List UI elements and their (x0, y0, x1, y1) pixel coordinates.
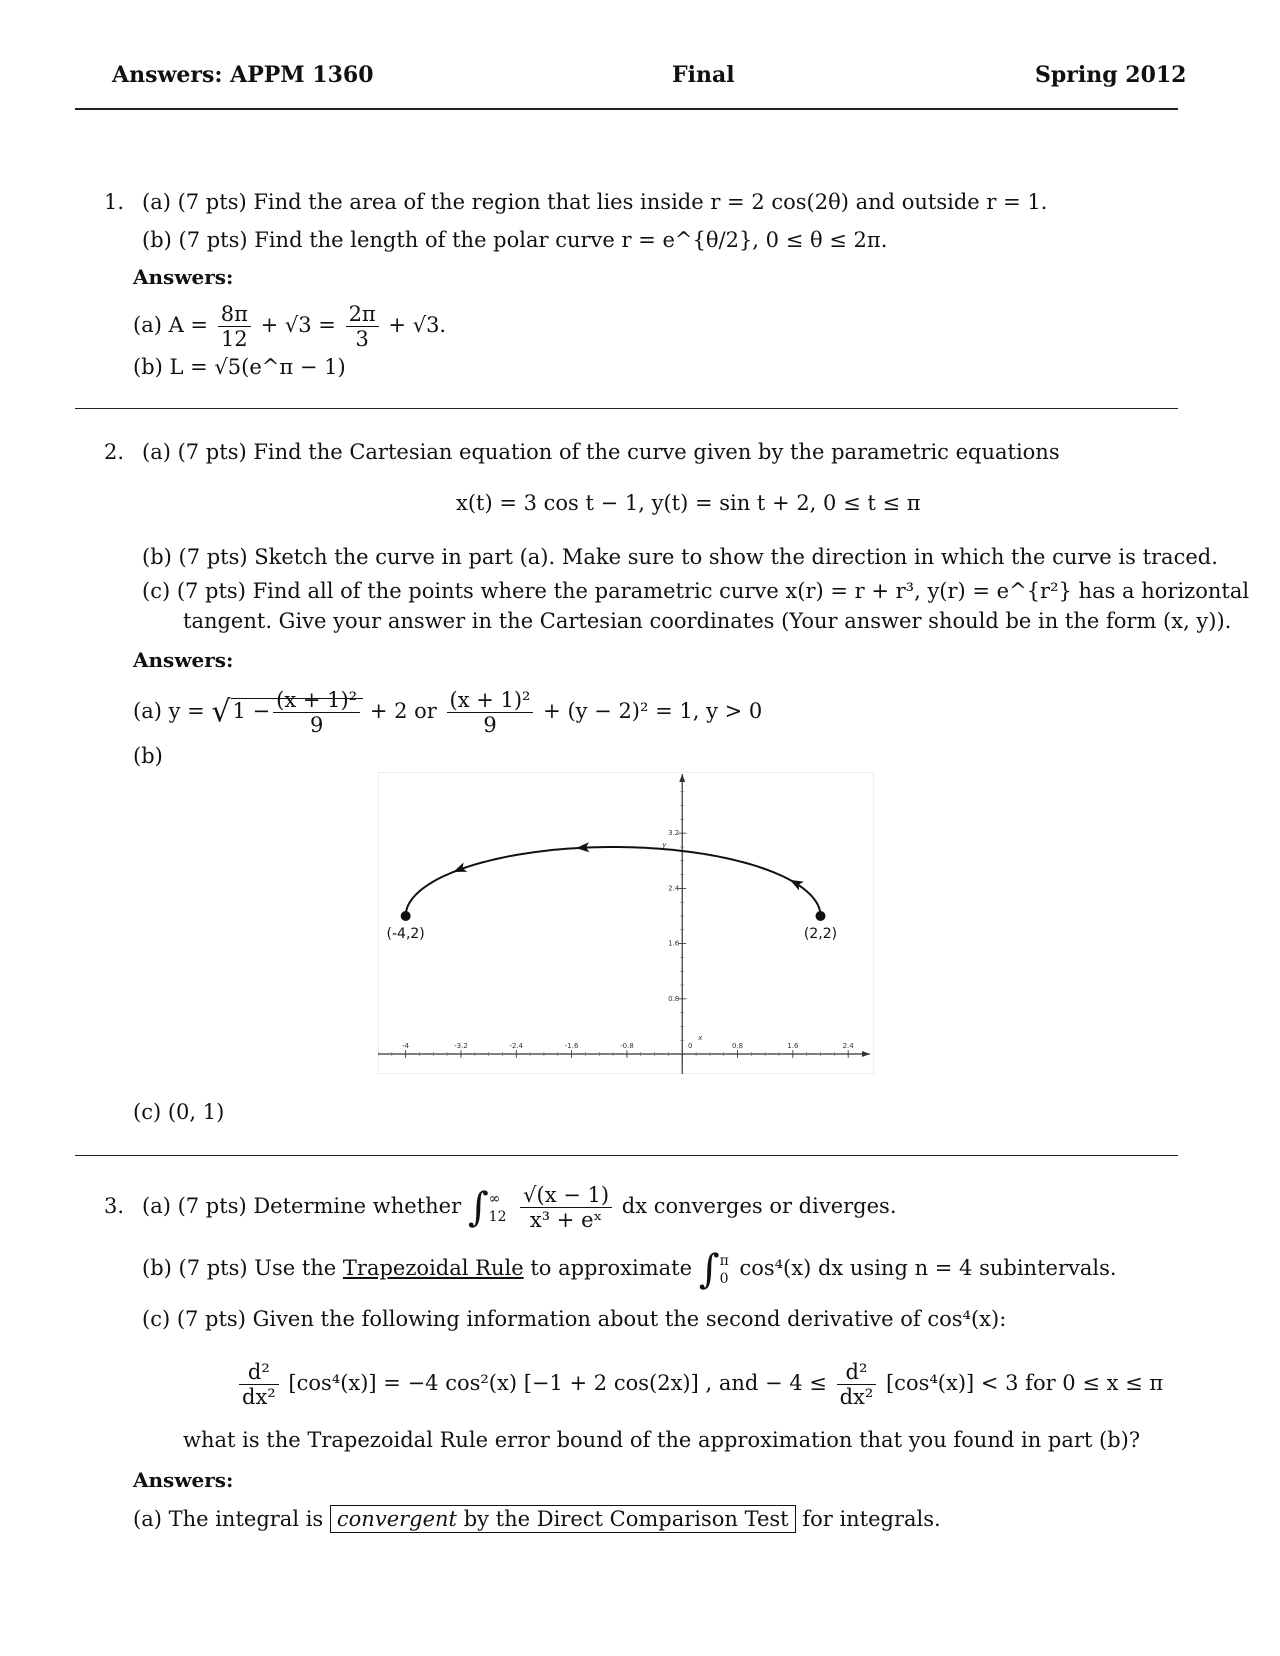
y-axis-label: y (662, 841, 667, 849)
q3-a-limits: ∞ 12 (488, 1190, 507, 1225)
q1-part-b: (b) (7 pts) Find the length of the polar curve r = e^{θ/2}, 0 ≤ θ ≤ 2π. (142, 228, 888, 252)
q1-ans-a-prefix: (a) A = (133, 313, 209, 337)
q2-part-c-line1: (c) (7 pts) Find all of the points where the parametric curve x(r) = r + r³, y(r) = e^{r²} has a horizontal (142, 579, 1250, 603)
q3-part-c: (c) (7 pts) Given the following information about the second derivative of cos⁴(x): (142, 1307, 1007, 1331)
x-tick-label: -2.4 (509, 1042, 524, 1050)
q1-answer-b: (b) L = √5(e^π − 1) (133, 355, 346, 379)
q3-part-b (142, 1240, 1117, 1298)
trapezoidal-rule-link[interactable]: Trapezoidal Rule (342, 1256, 524, 1280)
q3-b-mid: to approximate (530, 1256, 693, 1280)
q3-b-suffix: cos⁴(x) dx using n = 4 subintervals. (739, 1256, 1117, 1280)
q1-answers-label: Answers: (133, 265, 234, 289)
header-term: Spring 2012 (1035, 62, 1187, 88)
q2-ans-a-or: + 2 or (369, 699, 437, 723)
q3-b-prefix: (b) (7 pts) Use the (142, 1256, 337, 1280)
header-course: Answers: APPM 1360 (112, 62, 374, 88)
q3-ans-a-boxed: convergent by the Direct Comparison Test (330, 1505, 796, 1533)
divider-2 (75, 1155, 1178, 1156)
q3-part-a (142, 1178, 897, 1236)
endpoint-label: (2,2) (803, 926, 838, 942)
q2-ans-a-prefix: (a) y = (133, 699, 205, 723)
x-tick-label: -1.6 (564, 1042, 579, 1050)
q2-answer-a: (a) y = √1 − $\frac{\text{(x + 1)²}}{9}$ + 2 or $\frac{\text{(x + 1)²}}{9}$ + (y − 2)² = 1, y > 0 (133, 688, 763, 737)
q3-a-integrand: $\frac{√(x - 1)}{\text{x³ + eˣ}}$ (520, 1183, 612, 1232)
q2-ans-a-frac2: $\frac{\text{(x + 1)²}}{9}$ (447, 688, 534, 737)
q3-b-limits: π 0 (719, 1252, 729, 1287)
chart-frame (378, 772, 874, 1074)
x-tick-label: 0.8 (731, 1042, 744, 1050)
x-tick-label: 2.4 (842, 1042, 854, 1050)
x-tick-label: 0 (687, 1042, 693, 1050)
q1-ans-a-frac2: $\frac{2\pi}{3}$ (346, 302, 379, 351)
q2-answers-label: Answers: (133, 648, 234, 672)
q1-part-a: (a) (7 pts) Find the area of the region that lies inside r = 2 cos(2θ) and outside r = 1. (142, 190, 1048, 214)
x-tick-label: -3.2 (454, 1042, 468, 1050)
q1-answer-a (133, 302, 446, 351)
y-tick-label: 2.4 (668, 884, 680, 893)
endpoint-marker (816, 911, 826, 921)
integral-sign-icon: ∫ (698, 1246, 720, 1293)
x-tick-label: -0.8 (620, 1042, 634, 1050)
q3-a-suffix: dx converges or diverges. (621, 1194, 897, 1218)
q3-part-c-equation: $\frac{\text{d²}}{\text{dx²}}$ [cos⁴(x)] = −4 cos²(x) [−1 + 2 cos(2x)] , and − 4 ≤ $\frac{\text{d²}}{\text{dx²}}$ [cos⁴(x)] < 3 for 0 ≤ x ≤ π (236, 1360, 1163, 1409)
y-tick-label: 1.6 (668, 939, 680, 948)
q3-ans-a-suffix: for integrals. (802, 1507, 941, 1531)
divider-1 (75, 408, 1178, 409)
q3-c-eq-end: [cos⁴(x)] < 3 for 0 ≤ x ≤ π (885, 1371, 1164, 1395)
x-axis-label: x (698, 1034, 703, 1042)
q1-ans-a-frac1: $\frac{8\pi}{12}$ (218, 302, 251, 351)
q2-answer-c: (c) (0, 1) (133, 1100, 225, 1124)
q3-c-eq-mid: [cos⁴(x)] = −4 cos²(x) [−1 + 2 cos(2x)] , and − 4 ≤ (288, 1371, 827, 1395)
q3-answers-label: Answers: (133, 1468, 234, 1492)
q2-part-a-equation: x(t) = 3 cos t − 1, y(t) = sin t + 2, 0 ≤ t ≤ π (456, 491, 921, 515)
endpoint-label: (-4,2) (386, 926, 425, 942)
q2-part-a: (a) (7 pts) Find the Cartesian equation of the curve given by the parametric equations (142, 440, 1060, 464)
integral-sign-icon: ∫ (467, 1184, 489, 1231)
q2-answer-b: (b) (133, 744, 163, 768)
q3-ans-a-prefix: (a) The integral is (133, 1507, 324, 1531)
q1-ans-a-end: + √3. (388, 313, 447, 337)
q1-ans-a-mid: + √3 = (260, 313, 336, 337)
header-rule (75, 108, 1178, 110)
y-tick-label: 3.2 (668, 829, 680, 838)
parametric-curve-sketch (378, 772, 874, 1074)
endpoint-marker (401, 911, 411, 921)
header-title: Final (672, 62, 735, 88)
q3-answer-a (133, 1505, 941, 1533)
x-tick-label: -4 (402, 1042, 410, 1050)
q2-ans-a-tail: + (y − 2)² = 1, y > 0 (543, 699, 763, 723)
q3-a-prefix: (a) (7 pts) Determine whether (142, 1194, 462, 1218)
q2-ans-a-radical: 1 − $\frac{\text{(x + 1)²}}{9}$ (231, 698, 364, 723)
q3-part-c-question: what is the Trapezoidal Rule error bound of the approximation that you found in part (b)? (183, 1428, 1141, 1452)
q2-number: 2. (104, 440, 125, 464)
q2-part-c-line2: tangent. Give your answer in the Cartesian coordinates (Your answer should be in the form (x, y)). (183, 609, 1232, 633)
y-tick-label: 0.8 (668, 994, 680, 1003)
q1-number: 1. (104, 190, 125, 214)
x-tick-label: 1.6 (787, 1042, 799, 1050)
q3-number: 3. (104, 1194, 125, 1218)
q2-part-b: (b) (7 pts) Sketch the curve in part (a). Make sure to show the direction in which the curve is traced. (142, 545, 1218, 569)
